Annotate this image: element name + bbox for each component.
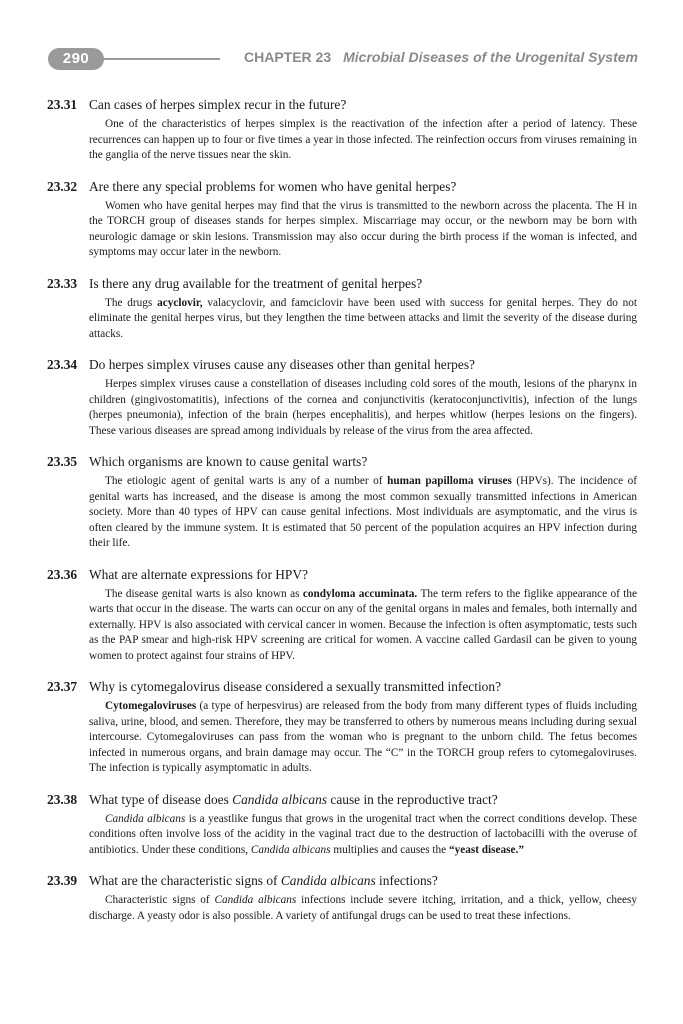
question-text: Are there any special problems for women who have genital herpes? [89, 178, 457, 194]
question-text [89, 791, 637, 808]
question-segment: What type of disease does [89, 791, 233, 807]
answer-text [89, 699, 637, 777]
question-text: Which organisms are known to cause genital warts? [89, 454, 368, 469]
answer-bold-term: acyclovir, [157, 296, 203, 309]
answer-segment: The disease genital warts is also known as [105, 587, 303, 600]
answer-segment: is a yeastlike fungus that grows in the urogenital tract when the correct conditions develop. These conditions often involve loss of the acidity in the vaginal tract due to the destruction of lactobacilli with the overuse of antibiotics. Under these conditions, [89, 812, 637, 856]
answer-segment: multiplies and causes the [330, 843, 449, 856]
question-number: 23.35 [47, 454, 78, 469]
question-italic-term: Candida albicans [232, 791, 328, 807]
question [47, 356, 637, 373]
answer-segment: (a type of herpesvirus) are released from the body from many different types of fluids including saliva, urine, blood, and semen. Therefore, they may be transferred to others by numerous means including during sexual intercourse. Cytomegaloviruses can pass from the woman who is pregnant to the unborn child. The fetus becomes infected in numerous organs, and brain damage may occur. The “C” in the TORCH group refers to cytomegaloviruses. The infection is typically asymptomatic in adults. [89, 700, 637, 774]
question-italic-term: Candida albicans [280, 873, 376, 888]
question [47, 178, 637, 195]
answer-segment: (HPVs). The incidence of genital warts has increased, and the disease is among the most common sexually transmitted infections in American society. More than 40 types of HPV can cause genital infections. Most individuals are asymptomatic, and the virus is often cleared by the immune system. It is estimated that 50 percent of the population acquires an HPV infection during their life. [89, 475, 638, 549]
question-number: 23.33 [47, 275, 78, 291]
qa-item-23-35 [47, 453, 637, 552]
qa-item-23-38 [47, 791, 637, 859]
question [47, 453, 637, 470]
header-rule [98, 58, 220, 60]
running-head [244, 49, 638, 65]
question [47, 872, 637, 889]
answer-segment: The drugs [105, 296, 158, 309]
chapter-title: Microbial Diseases of the Urogenital System [343, 49, 638, 65]
answer-text [89, 474, 637, 552]
page-number-badge: 290 [48, 48, 104, 70]
answer-italic-term: Candida albicans [214, 894, 297, 906]
question-number: 23.38 [47, 791, 78, 807]
question [47, 566, 637, 583]
qa-item-23-36 [47, 566, 637, 665]
question-number: 23.39 [47, 873, 78, 888]
answer-text [89, 812, 637, 859]
question-number: 23.36 [47, 566, 78, 582]
question-number: 23.32 [47, 178, 78, 194]
answer-text: Women who have genital herpes may find that the virus is transmitted to the newborn across the placenta. The H in the TORCH group of diseases stands for herpes simplex. Miscarriage may occur, or the newborn may be born with neurologic damage or skin lesions. Transmission may also occur during the birth process if the woman is infected, and symptoms may occur later in the newborn. [89, 199, 637, 258]
question-text: Can cases of herpes simplex recur in the future? [89, 97, 347, 112]
answer-segment: The etiologic agent of genital warts is any of a number of [105, 475, 388, 487]
qa-item-23-31 [47, 96, 637, 164]
qa-item-23-32 [47, 178, 637, 261]
answer-text [89, 296, 637, 343]
question-segment: cause in the reproductive tract? [327, 791, 498, 807]
question-text: Is there any drug available for the treatment of genital herpes? [89, 275, 423, 291]
question [47, 96, 637, 113]
answer-segment: The term refers to the figlike appearance of the warts that occur in the disease. The warts can occur on any of the genital organs in males and females, both internally and externally. HPV is also associated with cervical cancer in women. Because the infection is often asymptomatic, tests such as the PAP smear and high-risk HPV screening are critical for women. A vaccine called Gardasil can be given to young women to protect against four strains of HPV. [89, 587, 637, 662]
answer-italic-term: Candida albicans [105, 812, 186, 825]
qa-item-23-37 [47, 678, 637, 777]
question [47, 791, 637, 808]
answer-text: Herpes simplex viruses cause a constellation of diseases including cold sores of the mouth, lesions of the pharynx in children (gingivostomatitis), infections of the cornea and conjunctivitis (keratoconjunctivitis), infection of the lungs (herpes pneumonia), infection of the brain (herpes encephalitis), and herpes whitlow (herpes lesions on the fingers). These various diseases are spread among individuals by release of the virus from the area affected. [89, 378, 637, 437]
question-text [89, 872, 637, 889]
qa-item-23-34 [47, 356, 637, 439]
chapter-label: CHAPTER 23 [243, 49, 332, 65]
qa-list [47, 96, 637, 938]
answer-text [89, 587, 637, 665]
page-header [48, 46, 640, 72]
answer-bold-term: human papilloma viruses [387, 475, 512, 487]
answer-segment: infections include severe itching, irritation, and a thick, yellow, cheesy discharge. A yeasty odor is also possible. A variety of antifungal drugs can be used to treat these infections. [89, 894, 637, 922]
question-text: What are alternate expressions for HPV? [89, 566, 308, 582]
question-segment: infections? [375, 873, 438, 888]
question [47, 275, 637, 292]
answer-bold-term: Cytomegaloviruses [105, 700, 197, 712]
answer-segment: Characteristic signs of [105, 894, 215, 906]
question [47, 678, 637, 695]
answer-text [89, 893, 637, 924]
answer-segment: valacyclovir, and famciclovir have been used with success for genital herpes. They do not eliminate the genital herpes virus, but they lengthen the time between attacks and limit the severity of the disease during attacks. [89, 296, 637, 340]
question-text: Why is cytomegalovirus disease considered a sexually transmitted infection? [89, 679, 502, 694]
qa-item-23-33 [47, 275, 637, 343]
answer-italic-term: Candida albicans [250, 843, 331, 856]
answer-bold-term: condyloma accuminata. [302, 587, 418, 600]
answer-bold-term: “yeast disease.” [448, 843, 524, 856]
answer-text: One of the characteristics of herpes simplex is the reactivation of the infection after a period of latency. These recurrences can happen up to four or five times a year in those infected. The reinfection occurs from viruses remaining in the ganglia of the nerve tissues near the skin. [89, 118, 637, 161]
question-number: 23.31 [47, 97, 78, 112]
question-text: Do herpes simplex viruses cause any diseases other than genital herpes? [89, 357, 475, 372]
question-number: 23.37 [47, 679, 78, 694]
question-number: 23.34 [47, 357, 78, 372]
qa-item-23-39 [47, 872, 637, 924]
question-segment: What are the characteristic signs of [89, 873, 281, 888]
